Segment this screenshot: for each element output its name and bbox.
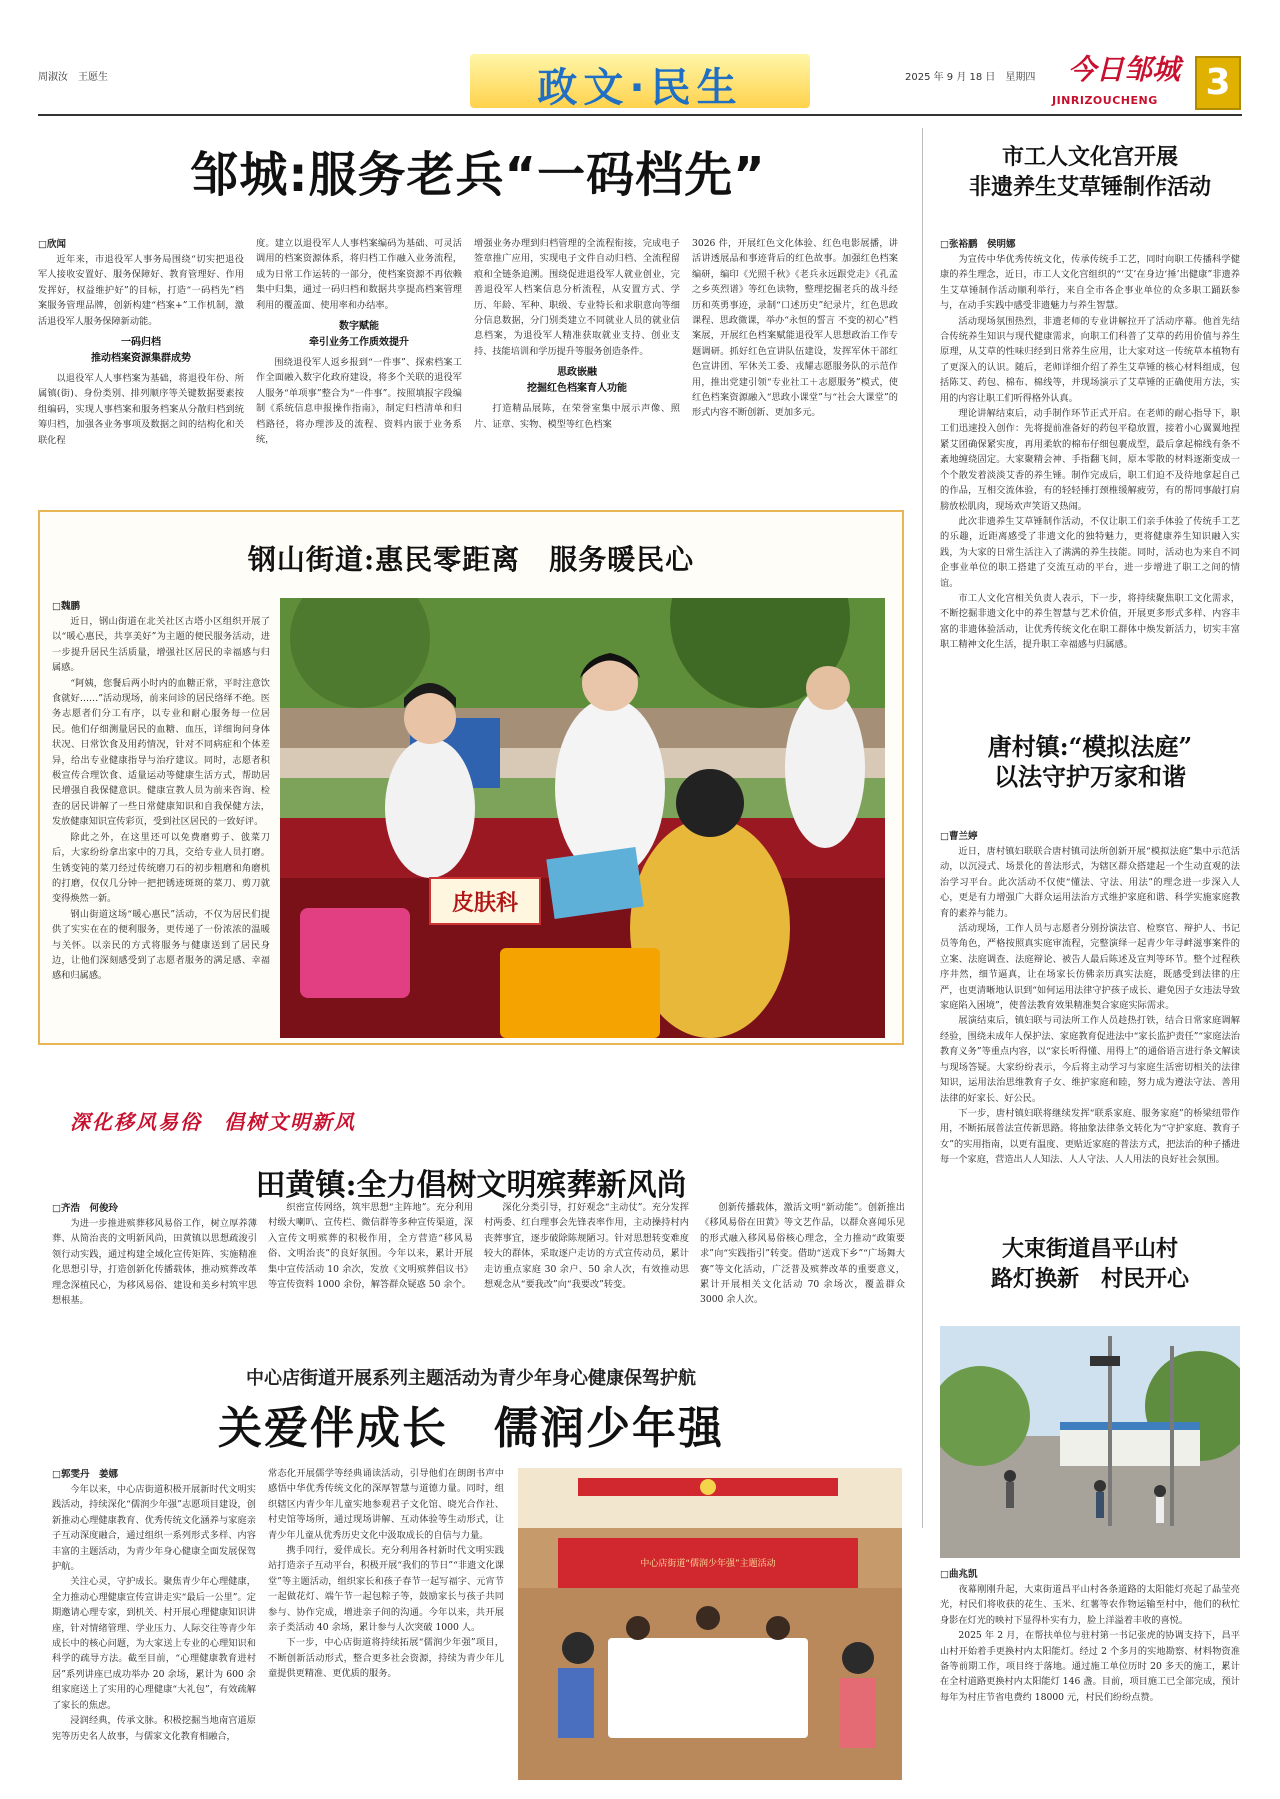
a4-kicker: 中心店街道开展系列主题活动为青少年身心健康保驾护航: [246, 1368, 696, 1389]
a1-col-4: [692, 236, 898, 486]
a3-col-2: [268, 1200, 473, 1340]
a4-photo: [518, 1468, 902, 1780]
s3-body: [940, 1566, 1240, 1782]
a4-para: 下一步，中心店街道将持续拓展“儒润少年强”项目，不断创新活动形式，整合更多社会资源，持续为青少年儿童提供更精准、更优质的服务。: [268, 1637, 504, 1680]
s2-para: 展演结束后，镇妇联与司法所工作人员趁热打铁，结合日常家庭调解经验，围绕未成年人保护法、家庭教育促进法中“家长监护责任”“家庭法治教育义务”等重点内容，以“家长听得懂、用得上”的通俗语言进行条文解读与现场答疑。大家纷纷表示，今后将主动学习与家庭生活密切相关的法律知识，运用法治思维教育子女、维护家庭和睦，努力成为遵法守法、善用法律的好家长、好公民。: [940, 1015, 1240, 1104]
a2-para: 除此之外，在这里还可以免费磨剪子、戗菜刀后，大家纷纷拿出家中的刀具，交给专业人员打磨。生锈变钝的菜刀经过传统磨刀石的初步粗磨和角磨机的打磨，仅仅几分钟一把把锈迹斑斑的菜刀、剪刀就变得焕然一新。: [52, 831, 270, 905]
s3-para: 2025 年 2 月，在帮扶单位与驻村第一书记张虎的协调支持下，昌平山村开始着手更换村内太阳能灯。经过 2 个多月的实地勘察、材料物资准备等前期工作，项目终于落地。通过施工单位历时 20 多天的施工，累计在全村道路更换村内太阳能灯 146 盏。目前，项目施工已全部完成，预计每年为村庄节省电费约 18000 元，村民们纷纷点赞。: [940, 1630, 1240, 1703]
s2-para: 下一步，唐村镇妇联将继续发挥“联系家庭、服务家庭”的桥梁纽带作用，不断拓展普法宣传新思路。将抽象法律条文转化为“守护家庭、教育子女”的实用指南，以更有温度、更贴近家庭的普法方式，把法治的种子播进每一个家庭，营造出人人知法、人人守法、人人用法的良好社会氛围。: [940, 1107, 1240, 1166]
a3-col-1: [52, 1200, 257, 1340]
a4-byline: □郭雯丹 姜娜: [52, 1469, 118, 1480]
s3-photo: [940, 1326, 1240, 1558]
section-title-text: 政文·民生: [537, 65, 743, 111]
a1-subhead-2: 数字赋能 牵引业务工作质效提升: [309, 321, 409, 349]
a4-para: 常态化开展儒学等经典诵读活动，引导他们在朗朗书声中感悟中华优秀传统文化的深厚智慧与道德力量。同时，组织辖区内青少年儿童实地参观君子文化馆、晓光合作社、村史馆等场所，通过现场讲解、互动体验等生动形式，让青少年儿童从优秀历史文化中汲取成长的自信与力量。: [268, 1468, 504, 1541]
a3-para: 深化分类引导，打好观念“主动仗”。充分发挥村两委、红白理事会先锋表率作用，主动操持村内丧葬事宜，逐步破除陈规陋习。针对思想转变难度较大的群体，采取逐户走访的方式宣传动员，累计走访重点家庭 30 余户、50 余人次，有效推动思想观念从“要我改”向“我要改”转变。: [484, 1202, 689, 1291]
a1-subhead-3: 思政嵌融 挖掘红色档案育人功能: [527, 367, 627, 395]
campaign-banner: 深化移风易俗 倡树文明新风: [70, 1110, 356, 1134]
s2-para: 近日，唐村镇妇联联合唐村镇司法所创新开展“模拟法庭”集中示范活动，以沉浸式、场景化的普法形式，为辖区群众搭建起一个生动直观的法治学习平台。此次活动不仅使“懂法、守法、用法”的理念进一步深入人心，更是有力增强广大群众运用法治方式维护家庭和谐、科学实施家庭教育的素养与能力。: [940, 846, 1240, 919]
a1-para: 3026 件，开展红色文化体验、红色电影展播，讲活讲透展品和事迹背后的红色故事。加强红色档案编研，编印《光照千秋》《老兵永远跟党走》《孔孟之乡英烈谱》等红色读物，整理挖掘老兵的战斗经历和英勇事迹，录制“口述历史”纪录片，红色思政课程、思政微课，举办“永恒的誓言 不变的初心”档案展，开展红色档案赋能退役军人思想政治工作专题调研。抓好红色宣讲队伍建设，发挥军休干部红色宣讲团、军休关工委、戎耀志愿服务队的示范作用，推出党建引领“专业社工＋志愿服务”模式，使红色档案资源融入“思政小课堂”与“社会大课堂”的形式内容不断创新、更加多元。: [692, 238, 898, 419]
a4-col-2: [268, 1466, 504, 1782]
s1-para: 活动现场氛围热烈，非遗老师的专业讲解拉开了活动序幕。他首先结合传统养生知识与现代健康需求，向职工们科普了艾草的药用价值与养生原理，从艾草的性味归经到日常养生应用，让大家对这一传统草本植物有了更深入的认识。随后，老师详细介绍了养生艾草锤的核心材料组成，包括陈艾、药包、棉布、棉线等，并现场演示了艾草锤的正确使用方法，实用的内容让职工们听得格外认真。: [940, 315, 1240, 404]
s3-para: 夜幕刚刚升起，大束街道昌平山村各条道路的太阳能灯亮起了晶莹亮光，村民们将收获的花生、玉米、红薯等农作物运输至村中，他们的秋忙身影在灯光的映衬下显得朴实有力，脸上洋溢着丰收的喜悦。: [940, 1584, 1240, 1626]
a3-title: 田黄镇:全力倡树文明殡葬新风尚: [255, 1168, 687, 1203]
a1-para: 打造精品展陈，在荣誉室集中展示声像、照片、证章、实物、模型等红色档案: [474, 403, 680, 430]
s3-byline: □曲兆凯: [940, 1569, 978, 1580]
a4-para: 今年以来，中心店街道积极开展新时代文明实践活动，持续深化“儒润少年强”志愿项目建设，创新推动心理健康教育、优秀传统文化涵养与家庭亲子互动深度融合，通过组织一系列形式多样、内容丰富的主题活动，为青少年身心健康全面发展保驾护航。: [52, 1484, 256, 1573]
clinic-sign: 皮肤科: [451, 890, 519, 916]
column-divider: [922, 128, 923, 1528]
a2-title: 钢山街道:惠民零距离 服务暖民心: [247, 543, 695, 576]
s1-byline: □张裕鹏 侯明娜: [940, 239, 1016, 250]
s1-para: 理论讲解结束后，动手制作环节正式开启。在老师的耐心指导下，职工们迅速投入创作：先将提前准备好的药包平稳放置，接着小心翼翼地捏紧艾团确保紧实度，再用柔软的棉布仔细包裹成型，最后拿起棉线有条不紊地缠绕固定。大家聚精会神、手指翻飞间，原本零散的材料逐渐变成一个个散发着淡淡艾香的养生锤。制作完成后，职工们迫不及待地拿起自己的作品，互相交流体验，有的轻轻捶打颈椎缓解疲劳，有的帮同事敲打肩膀放松肌肉，现场欢声笑语又热闹。: [940, 408, 1240, 512]
page-number-badge: 3: [1195, 56, 1241, 110]
a3-para: 创新传播载体，激活文明“新动能”。创新推出《移风易俗在田黄》等文艺作品，以群众喜闻乐见的形式融入移风易俗核心理念，全力推动“政策要求”向“实践指引”转变。借助“送戏下乡”“广场舞大赛”等文化活动，广泛普及殡葬改革的重要意义，累计开展相关文化活动 70 余场次，覆盖群众 3000 余人次。: [700, 1202, 905, 1306]
s3-title: 大束街道昌平山村 路灯换新 村民开心: [990, 1236, 1189, 1292]
a2-para: “阿姨，您餐后两小时内的血糖正常，平时注意饮食就好……”活动现场，前来问诊的居民络绎不绝。医务志愿者们分工有序，以专业和耐心服务每一位居民。他们仔细测量居民的血糖、血压，详细询问身体状况、日常饮食及用药情况，针对不同病症和个体差异，给出专业健康指导与治疗建议。同时，志愿者积极宣传合理饮食、适量运动等健康生活方式，帮助居民增强自我保健意识。健康宣教人员为前来咨询、检查的居民讲解了一些日常健康知识和自我保健方法，发放健康知识宣传彩页，受到社区居民的一致好评。: [52, 677, 270, 828]
header-editors: 周淑汝 王愿生: [38, 72, 108, 83]
s1-title: 市工人文化宫开展 非遗养生艾草锤制作活动: [968, 144, 1211, 200]
a1-subhead-1: 一码归档 推动档案资源集群成势: [91, 337, 191, 365]
a1-col-3: [474, 236, 680, 486]
s1-para: 为宣传中华优秀传统文化，传承传统手工艺，同时向职工传播科学健康的养生理念，近日，市工人文化宫组织的“‘艾’在身边‘捶’出健康”非遗养生艾草锤制作活动顺利举行，来自全市各企事业单位的众多职工踊跃参与，在动手实践中感受非遗魅力与养生智慧。: [940, 254, 1240, 312]
a3-para: 为进一步推进殡葬移风易俗工作，树立厚养薄葬、从简治丧的文明新风尚，田黄镇以思想疏浚引领行动实践，通过构建全域化宣传矩阵、实施精准化思想引导，打造创新化传播载体，推动殡葬改革理念深植民心，为移风易俗、建设和美乡村筑牢思想根基。: [52, 1218, 257, 1307]
a2-text: [52, 598, 270, 1038]
a4-para: 关注心灵，守护成长。聚焦青少年心理健康，全力推动心理健康宣传宣讲走实“最后一公里”。定期邀请心理专家，到机关、村开展心理健康知识讲座，针对情绪管理、学业压力、人际交往等青少年成长中的核心问题，为大家送上专业的心理知识和科学的疏导方法。截至目前，“心理健康教育进村居”系列讲座已成功举办 20 余场，累计为 600 余组家庭送上了实用的心理健康“大礼包”，有效疏解了家长的焦虑。: [52, 1576, 256, 1711]
a3-col-4: [700, 1200, 905, 1340]
a3-byline: □齐浩 何俊玲: [52, 1203, 118, 1214]
a1-para: 以退役军人人事档案为基础，将退役年份、所属镇(街)、身份类别、排列顺序等关键数据要素按组编码，实现人事档案和服务档案从分散归档到统筹归档，加强各业务事项及数据之间的结构化和关联化程: [38, 373, 244, 446]
s2-byline: □曹兰婷: [940, 831, 978, 842]
s1-para: 此次非遗养生艾草锤制作活动，不仅让职工们亲手体验了传统手工艺的乐趣，近距离感受了非遗文化的独特魅力，更将健康养生知识融入实践，为大家的日常生活注入了满满的养生技能。同时，活动也为来自不同企事业单位的职工搭建了交流互动的平台，进一步增进了职工之间的情谊。: [940, 515, 1240, 589]
s2-body: [940, 828, 1240, 1214]
a1-para: 增强业务办理到归档管理的全流程衔接，完成电子签章推广应用，实现电子文件自动归档、全流程留痕和全链条追溯。围绕促进退役军人就业创业，完善退役军人档案信息分析流程，从安置方式、学历、年龄、军种、职级、专业特长和求职意向等细分信息数据，分门别类建立不同就业人员的就业信息档案，为退役军人精准获取就业支持、创业支持、技能培训和学历提升等服务创造条件。: [474, 238, 680, 357]
a4-col-1: [52, 1466, 256, 1782]
a4-para: 携手同行，爱伴成长。充分利用各村新时代文明实践站打造亲子互动平台，积极开展“我们的节日”“非遗文化课堂”等主题活动，组织家长和孩子春节一起写福字、元宵节一起做花灯、端午节一起包粽子等，鼓励家长与孩子共同参与、协作完成，增进亲子间的沟通。今年以来，共开展亲子类活动 40 余场，累计参与人次突破 1000 人。: [268, 1545, 504, 1634]
a2-photo: [280, 598, 885, 1038]
header-rule: [38, 114, 1242, 116]
a1-para: 围绕退役军人返乡报到“一件事”、探索档案工作全面融入数字化政府建设，将多个关联的退役军人服务“单项事”整合为“一件事”。按照填报字段编制《系统信息申报操作指南》，制定归档清单和归档路径，将办理涉及的流程、资料内嵌于业务系统，: [256, 357, 462, 446]
a3-para: 织密宣传网络，筑牢思想“主阵地”。充分利用村级大喇叭、宣传栏、微信群等多种宣传渠道，深入宣传文明殡葬的积极作用，全方营造“移风易俗、文明治丧”的良好氛围。今年以来，累计开展集中宣传活动 10 余次，发放《文明殡葬倡议书》等宣传资料 1000 余份，解答群众疑惑 50 余个。: [268, 1202, 473, 1291]
s1-body: [940, 236, 1240, 704]
a1-para: 度。建立以退役军人人事档案编码为基础、可灵活调用的档案资源体系，将归档工作融入业务流程，成为日常工作运转的一部分，使档案资源不再依赖集中归集，通过一码归档和数据共享提高档案管理利用的覆盖面、使用率和办结率。: [256, 238, 462, 311]
s2-title: 唐村镇:“模拟法庭” 以法守护万家和谐: [987, 732, 1193, 791]
photo-banner-text: 中心店街道“儒润少年强”主题活动: [640, 1559, 776, 1569]
a2-para: 钢山街道这场“暖心惠民”活动，不仅为居民们提供了实实在在的便利服务，更传递了一份浓浓的温暖与关怀。以亲民的方式将服务与健康送到了居民身边，让他们深刻感受到了志愿者服务的满足感、幸福感和归属感。: [52, 908, 270, 982]
a1-para: 近年来，市退役军人事务局围绕“切实把退役军人接收安置好、服务保障好、教育管理好、作用发挥好，权益维护好”的目标，打造“一码档先”档案服务管理品牌，创新构建“档案+”工作机制，激活退役军人服务保障新动能。: [38, 254, 244, 327]
masthead-logo-en: JINRIZOUCHENG: [1052, 94, 1158, 107]
a1-col-2: [256, 236, 462, 486]
a1-byline: □欣闻: [38, 239, 66, 250]
masthead-logo: 今日邹城: [1068, 53, 1181, 86]
a4-para: 浸润经典，传承文脉。积极挖掘当地南宫道原宪等历史名人故事，与儒家文化教育相融合，: [52, 1715, 256, 1742]
a4-title: 关爱伴成长 儒润少年强: [218, 1403, 724, 1454]
a3-col-3: [484, 1200, 689, 1340]
a2-byline: □魏鹏: [52, 601, 80, 612]
s2-para: 活动现场，工作人员与志愿者分别扮演法官、检察官、辩护人、书记员等角色，严格按照真实庭审流程，完整演绎一起青少年寻衅滋事案件的立案、法庭调查、法庭辩论、被告人最后陈述及宣判等环节。整个过程秩序井然，细节逼真，让在场家长仿佛亲历真实法庭，既感受到法律的庄严，也更清晰地认识到“如何运用法律守护孩子成长、避免因子女违法导致家庭陷入困境”，使普法教育效果精准契合家庭实际需求。: [940, 923, 1240, 1012]
a1-col-1: [38, 236, 244, 486]
a2-para: 近日，钢山街道在北关社区古塔小区组织开展了以“暖心惠民，共享美好”为主题的便民服务活动，进一步提升居民生活质量，增强社区居民的幸福感与归属感。: [52, 616, 270, 674]
s1-para: 市工人文化宫相关负责人表示，下一步，将持续聚焦职工文化需求，不断挖掘非遗文化中的养生智慧与艺术价值，开展更多形式多样、内容丰富的非遗体验活动，让优秀传统文化在职工群体中焕发新活力，切实丰富职工精神文化生活，提升职工幸福感与归属感。: [940, 592, 1240, 651]
header-date: 2025 年 9 月 18 日 星期四: [905, 72, 1036, 83]
a1-title: 邹城:服务老兵“一码档先”: [190, 147, 766, 203]
